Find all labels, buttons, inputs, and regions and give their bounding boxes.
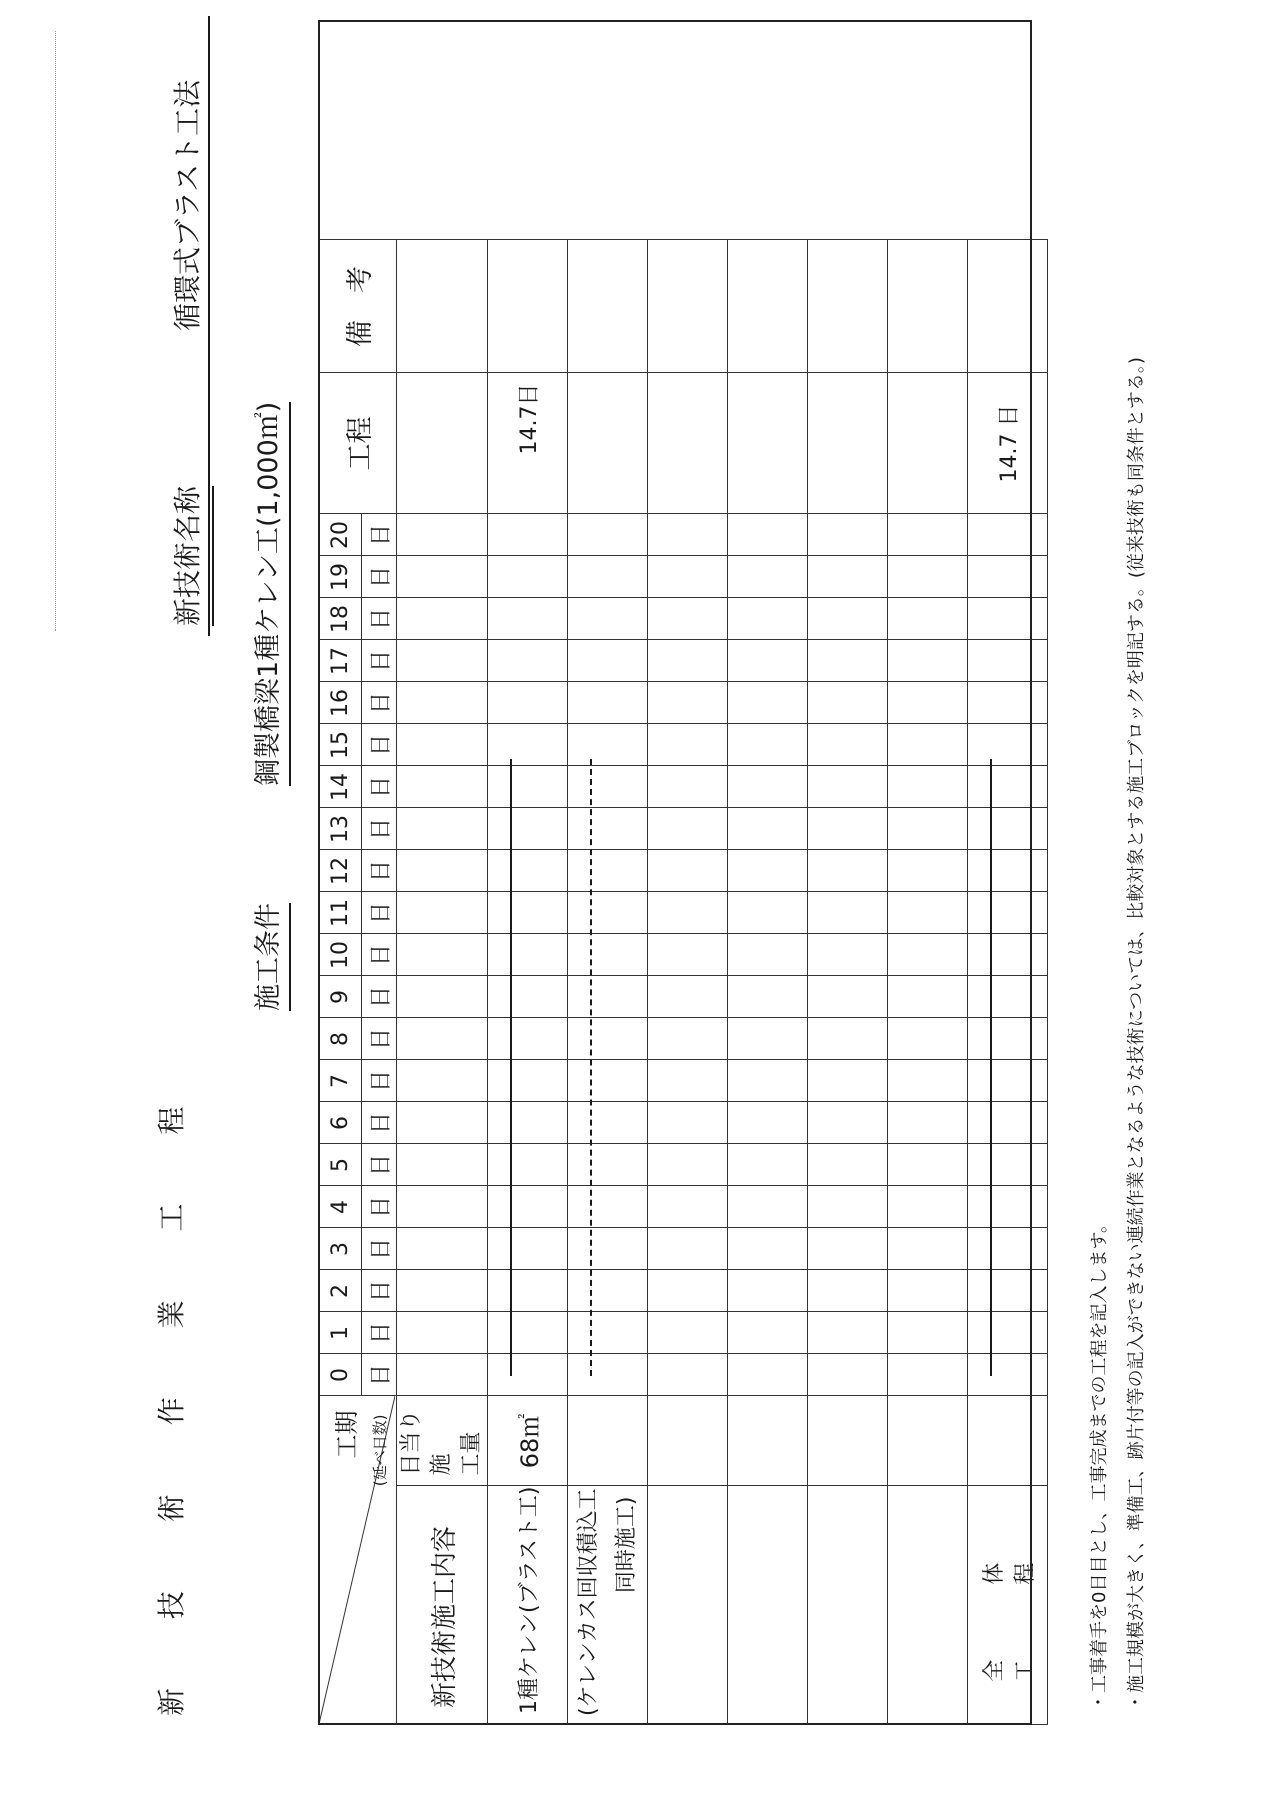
daily-qty-value [568,1396,648,1486]
day-number: 0 [319,1354,362,1396]
daily-qty-header-line2: 工量 [459,1431,484,1476]
day-unit: 日 [362,640,397,682]
work-item-label [568,1486,648,1725]
day-number: 17 [319,640,362,682]
note-line-2: ・施工規模が大きく、準備工、跡片付等の記入ができない連続作業となるような技術については、比較対象とする施工ブロックを明記する。(従来技術も同条件とする。) [1126,357,1147,1711]
day-unit: 日 [362,1144,397,1186]
total-process-label: 全 体 工 程 [968,1486,1048,1725]
day-unit: 日 [362,1060,397,1102]
day-unit: 日 [362,1270,397,1312]
process-value [568,373,648,514]
tech-name-label: 新技術名称 [166,486,214,626]
work-item-label-line1: (ケレンカス回収積込工 [575,1488,601,1716]
day-unit: 日 [362,724,397,766]
note-line-1: ・工事着手を0日目とし、工事完成までの工程を記入します。 [1089,1214,1110,1711]
day-number: 1 [319,1312,362,1354]
day-unit: 日 [362,1102,397,1144]
work-item-label: 1種ケレン(ブラスト工) [488,1486,568,1725]
remarks-header: 備 考 [319,240,397,373]
day-number: 8 [319,1018,362,1060]
header-rule [208,16,210,636]
process-header: 工程 [319,373,397,514]
day-number: 18 [319,598,362,640]
daily-qty-header [397,1396,488,1486]
gantt-bar-total [990,759,992,1376]
schedule-table [318,239,1048,1725]
day-number: 16 [319,682,362,724]
day-number: 7 [319,1060,362,1102]
day-number: 3 [319,1228,362,1270]
daily-qty-value: 68㎡ [488,1396,568,1486]
day-unit: 日 [362,1312,397,1354]
tech-name-value: 循環式ブラスト工法 [171,79,204,331]
total-process-value: 14.7 日 [968,373,1048,514]
day-unit: 日 [362,892,397,934]
day-number: 19 [319,556,362,598]
day-number: 15 [319,724,362,766]
work-item-label-line2: 同時施工) [613,1496,639,1594]
day-unit: 日 [362,514,397,556]
day-unit: 日 [362,766,397,808]
day-unit: 日 [362,682,397,724]
day-number: 14 [319,766,362,808]
day-number: 13 [319,808,362,850]
scan-dotted-edge [55,31,56,631]
day-unit: 日 [362,808,397,850]
day-number: 9 [319,976,362,1018]
content-header-cell [397,1486,488,1725]
content-header: 新技術施工内容 [429,1525,460,1708]
day-unit: 日 [362,976,397,1018]
gantt-bar-solid [510,759,512,1376]
day-number: 20 [319,514,362,556]
period-sub-label: (延べ日数) [371,1414,389,1487]
condition-value: 鋼製橋梁1種ケレン工(1,000㎡) [246,402,291,786]
day-unit: 日 [362,1228,397,1270]
day-number: 2 [319,1270,362,1312]
day-number: 11 [319,892,362,934]
period-label: 工期 [333,1410,361,1459]
day-unit: 日 [362,934,397,976]
day-unit: 日 [362,598,397,640]
day-unit: 日 [362,556,397,598]
day-unit: 日 [362,1018,397,1060]
header-corner-cell [319,1396,397,1725]
day-number: 5 [319,1144,362,1186]
day-unit: 日 [362,850,397,892]
daily-qty-header-line1: 日当り施 [399,1409,454,1476]
day-number: 4 [319,1186,362,1228]
day-number: 10 [319,934,362,976]
day-number: 12 [319,850,362,892]
gantt-bar-dashed [590,759,592,1376]
day-unit: 日 [362,1186,397,1228]
condition-label: 施工条件 [246,903,291,1011]
day-unit: 日 [362,1354,397,1396]
document-title: 新 技 術 作 業 工 程 [155,1076,188,1716]
day-number: 6 [319,1102,362,1144]
process-value: 14.7日 [488,373,568,514]
